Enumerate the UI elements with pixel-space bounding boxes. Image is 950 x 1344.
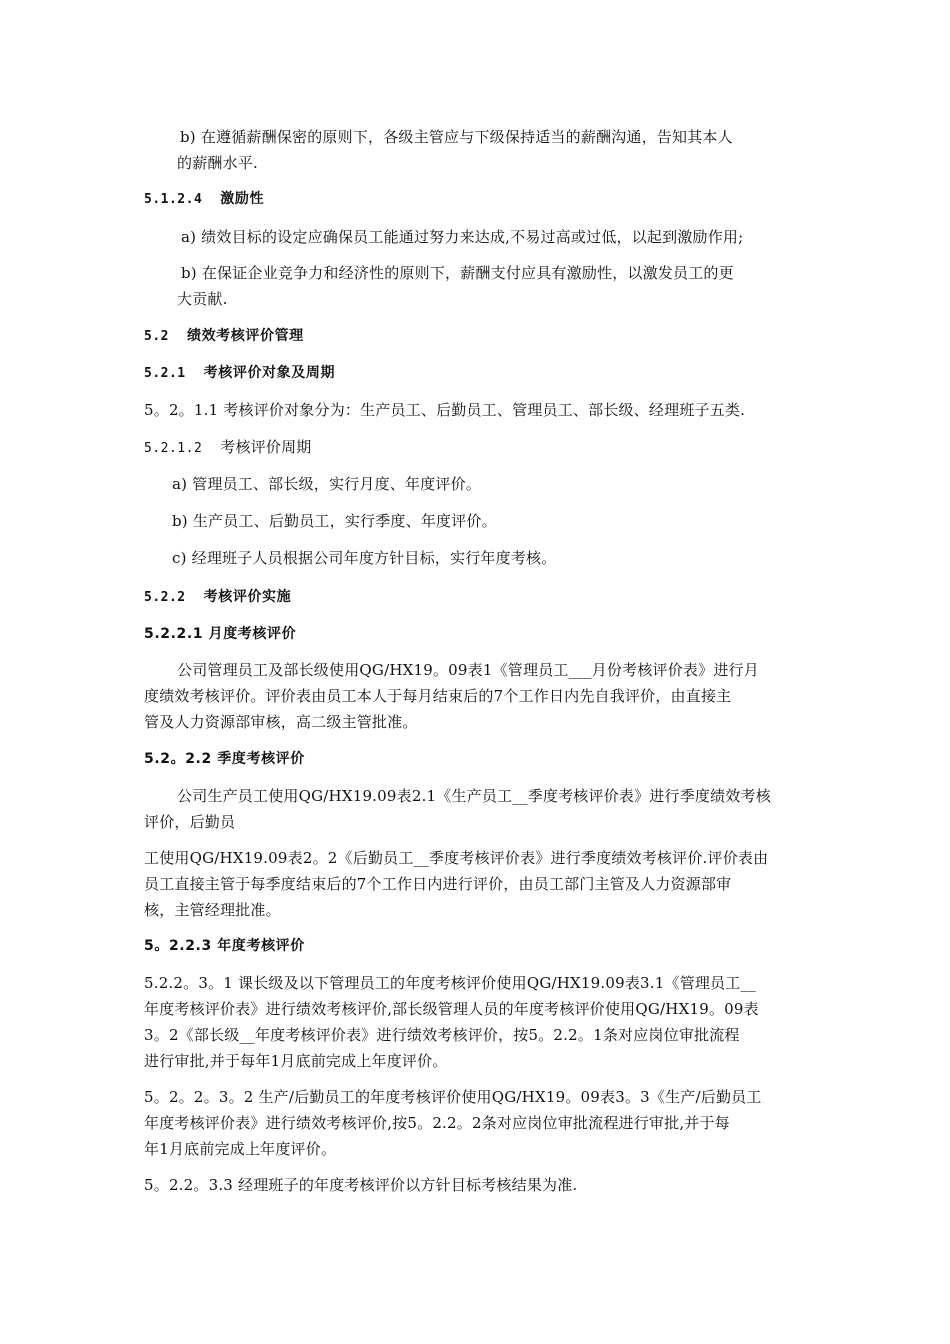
section-number: 5.1.2.4 — [144, 192, 203, 207]
section-number: 5.2 — [144, 329, 169, 344]
cycle-item-a: a) 管理员工、部长级，实行月度、年度评价。 — [172, 475, 481, 493]
section-5-2-2-1-heading: 5.2.2.1 月度考核评价 — [144, 626, 297, 642]
monthly-paragraph-line-2: 度绩效考核评价。评价表由员工本人于每月结束后的7个工作日内先自我评价，由直接主 — [144, 687, 732, 705]
section-5-1-2-4-heading — [144, 189, 264, 210]
section-5-2-1-2-heading — [144, 437, 312, 459]
item-b-incentive-line-1: b) 在保证企业竞争力和经济性的原则下，薪酬支付应具有激励性，以激发员工的更 — [181, 264, 734, 282]
cycle-item-c: c) 经理班子人员根据公司年度方针目标，实行年度考核。 — [172, 549, 557, 567]
annual-clause-2-line-3: 年1月底前完成上年度评价。 — [144, 1140, 337, 1158]
quarterly-paragraph-line-5: 核，主管经理批准。 — [144, 901, 281, 919]
section-title: 考核评价对象及周期 — [203, 365, 336, 381]
section-title: 绩效考核评价管理 — [186, 328, 304, 344]
annual-clause-1-line-3: 3。2《部长级__年度考核评价表》进行绩效考核评价，按5。2.2。1条对应岗位审批流程 — [144, 1026, 740, 1044]
section-5-2-2-2-heading: 5.2。2.2 季度考核评价 — [144, 751, 305, 767]
annual-clause-1-line-1: 5.2.2。3。1 课长级及以下管理员工的年度考核评价使用QG/HX19.09表3.1《管理员工__ — [144, 974, 756, 992]
quarterly-paragraph-line-1: 公司生产员工使用QG/HX19.09表2.1《生产员工__季度考核评价表》进行季度绩效考核 — [177, 787, 771, 805]
annual-clause-1-line-2: 年度考核评价表》进行绩效考核评价,部长级管理人员的年度考核评价使用QG/HX19。09表 — [144, 1000, 759, 1018]
annual-clause-1-line-4: 进行审批,并于每年1月底前完成上年度评价。 — [144, 1052, 448, 1070]
section-title: 考核评价实施 — [203, 589, 292, 605]
section-number: 5.2.1 — [144, 366, 186, 381]
monthly-paragraph-line-3: 管及人力资源部审核，高二级主管批准。 — [144, 713, 418, 731]
section-number: 5.2.1.2 — [144, 441, 203, 456]
cycle-item-b: b) 生产员工、后勤员工，实行季度、年度评价。 — [172, 512, 497, 530]
section-number: 5.2.2 — [144, 590, 186, 605]
section-5-2-1-heading — [144, 363, 335, 384]
quarterly-paragraph-line-4: 员工直接主管于每季度结束后的7个工作日内进行评价，由员工部门主管及人力资源部审 — [144, 875, 732, 893]
section-title: 激励性 — [220, 191, 265, 207]
annual-clause-2-line-1: 5。2。2。3。2 生产/后勤员工的年度考核评价使用QG/HX19。09表3。3《生产/后勤员工 — [144, 1088, 762, 1106]
quarterly-paragraph-line-2: 评价，后勤员 — [144, 813, 236, 831]
section-title: 考核评价周期 — [220, 438, 312, 456]
section-5-2-heading — [144, 326, 304, 347]
annual-clause-3: 5。2.2。3.3 经理班子的年度考核评价以方针目标考核结果为准. — [144, 1176, 578, 1194]
quarterly-paragraph-line-3: 工使用QG/HX19.09表2。2《后勤员工__季度考核评价表》进行季度绩效考核评价.评价表由 — [144, 849, 769, 867]
item-b-incentive-line-2: 大贡献. — [177, 290, 228, 308]
annual-clause-2-line-2: 年度考核评价表》进行绩效考核评价,按5。2.2。2条对应岗位审批流程进行审批,并于每 — [144, 1114, 730, 1132]
item-a-goal: a) 绩效目标的设定应确保员工能通过努力来达成,不易过高或过低，以起到激励作用; — [181, 228, 744, 246]
item-b-confidential-line-2: 的薪酬水平. — [177, 154, 258, 172]
section-5-2-2-3-heading: 5。2.2.3 年度考核评价 — [144, 938, 305, 954]
monthly-paragraph-line-1: 公司管理员工及部长级使用QG/HX19。09表1《管理员工___月份考核评价表》进行月 — [177, 661, 759, 679]
clause-5-2-1-1: 5。2。1.1 考核评价对象分为：生产员工、后勤员工、管理员工、部长级、经理班子五类. — [144, 401, 746, 419]
section-5-2-2-heading — [144, 587, 291, 608]
item-b-confidential-line-1: b) 在遵循薪酬保密的原则下，各级主管应与下级保持适当的薪酬沟通，告知其本人 — [180, 128, 733, 146]
